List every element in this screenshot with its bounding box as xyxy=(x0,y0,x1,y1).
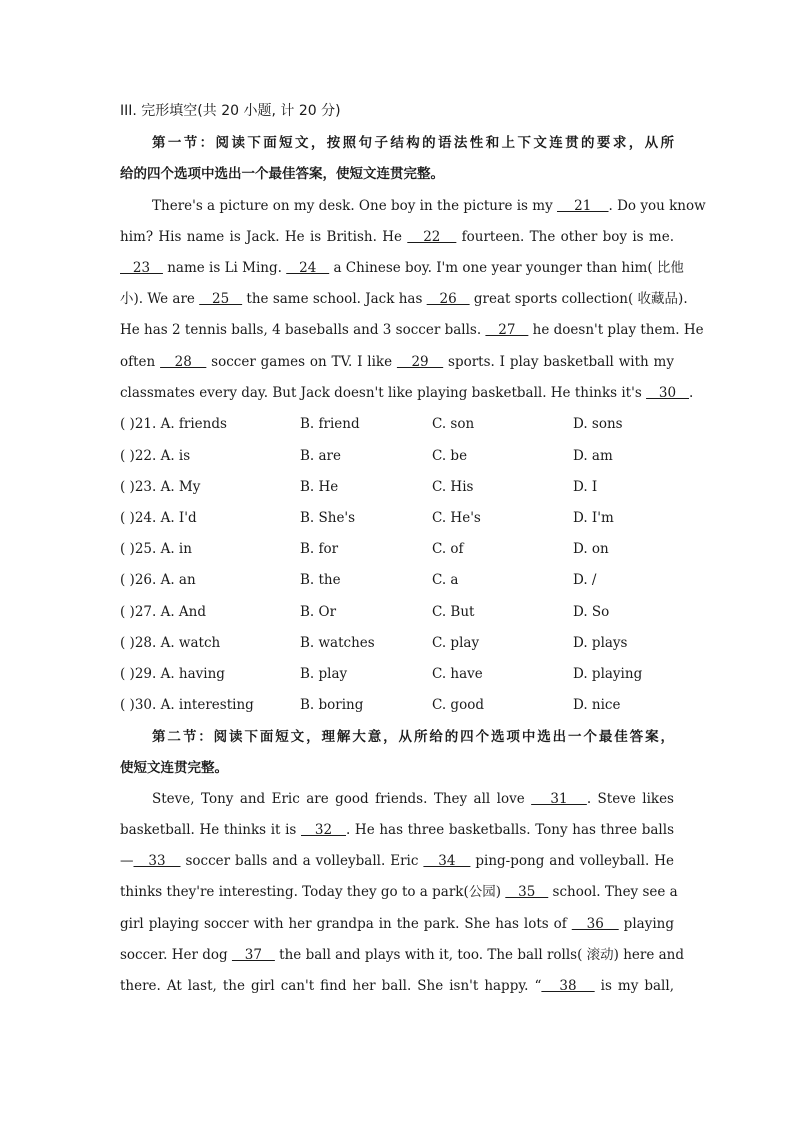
question-row-23[interactable] xyxy=(120,477,680,497)
option-d[interactable]: D. playing xyxy=(573,666,643,682)
passage2-line6 xyxy=(120,945,685,965)
option-c[interactable]: C. His xyxy=(432,479,474,495)
option-a[interactable]: ( )25. A. in xyxy=(120,541,192,557)
option-d[interactable]: D. nice xyxy=(573,697,621,713)
blank-36[interactable]: 36 xyxy=(571,916,619,932)
part1-instruction-line2: 给的四个选项中选出一个最佳答案，使短文连贯完整。 xyxy=(120,166,444,182)
question-row-26[interactable] xyxy=(120,570,680,590)
text: . Steve likes xyxy=(586,791,674,807)
text: ping-pong and volleyball. He xyxy=(470,853,675,869)
blank-31[interactable]: 31 xyxy=(531,791,587,807)
blank-33[interactable]: 33 xyxy=(133,853,181,869)
question-row-21[interactable] xyxy=(120,414,680,434)
option-d[interactable]: D. am xyxy=(573,448,613,464)
text: often xyxy=(120,354,161,370)
text: Steve, Tony and Eric are good friends. They all love xyxy=(152,791,532,807)
option-b[interactable]: B. He xyxy=(300,479,339,495)
option-d[interactable]: D. on xyxy=(573,541,609,557)
option-c[interactable]: C. play xyxy=(432,635,480,651)
text: He has 2 tennis balls, 4 baseballs and 3 soccer balls. xyxy=(120,322,486,338)
blank-32[interactable]: 32 xyxy=(301,822,346,838)
passage1-line1 xyxy=(152,196,706,216)
passage1-line4 xyxy=(120,289,688,309)
text: There's a picture on my desk. One boy in the picture is my xyxy=(152,198,557,214)
text: fourteen. The other boy is me. xyxy=(456,229,674,245)
option-b[interactable]: B. She's xyxy=(300,510,356,526)
part2-instruction-line2: 使短文连贯完整。 xyxy=(120,760,228,776)
option-b[interactable]: B. for xyxy=(300,541,339,557)
text: sports. I play basketball with my xyxy=(443,354,674,370)
text: . Do you know xyxy=(608,198,706,214)
option-a[interactable]: ( )28. A. watch xyxy=(120,635,221,651)
text: . He has three basketballs. Tony has three balls xyxy=(346,822,674,838)
option-a[interactable]: ( )29. A. having xyxy=(120,666,225,682)
option-c[interactable]: C. be xyxy=(432,448,468,464)
blank-24[interactable]: 24 xyxy=(286,260,330,276)
option-b[interactable]: B. friend xyxy=(300,416,360,432)
blank-29[interactable]: 29 xyxy=(396,354,444,370)
passage1-line2 xyxy=(120,227,674,247)
option-a[interactable]: ( )23. A. My xyxy=(120,479,201,495)
option-c[interactable]: C. son xyxy=(432,416,475,432)
text: basketball. He thinks it is xyxy=(120,822,301,838)
text: the ball and plays with it, too. The ball rolls( xyxy=(274,947,587,963)
blank-37[interactable]: 37 xyxy=(231,947,275,963)
question-row-30[interactable] xyxy=(120,695,680,715)
chinese-gloss: 收藏品 xyxy=(637,291,679,307)
option-c[interactable]: C. good xyxy=(432,697,484,713)
text: ). We are xyxy=(133,291,200,307)
blank-38[interactable]: 38 xyxy=(541,978,595,994)
text: school. They see a xyxy=(548,884,678,900)
passage1-line3 xyxy=(120,258,684,278)
question-row-28[interactable] xyxy=(120,633,680,653)
passage1-line5 xyxy=(120,320,704,340)
text: — xyxy=(120,853,134,869)
blank-34[interactable]: 34 xyxy=(423,853,471,869)
blank-26[interactable]: 26 xyxy=(426,291,470,307)
text: soccer. Her dog xyxy=(120,947,232,963)
option-d[interactable]: D. I xyxy=(573,479,598,495)
option-b[interactable]: B. play xyxy=(300,666,348,682)
option-c[interactable]: C. But xyxy=(432,604,475,620)
option-a[interactable]: ( )26. A. an xyxy=(120,572,196,588)
option-a[interactable]: ( )30. A. interesting xyxy=(120,697,254,713)
option-a[interactable]: ( )27. A. And xyxy=(120,604,207,620)
option-c[interactable]: C. of xyxy=(432,541,464,557)
chinese-gloss: 公园 xyxy=(468,884,496,900)
option-c[interactable]: C. He's xyxy=(432,510,481,526)
text: soccer games on TV. I like xyxy=(206,354,397,370)
passage1-line7 xyxy=(120,383,694,403)
chinese-gloss: 比他 xyxy=(656,260,684,276)
passage2-line4 xyxy=(120,882,678,902)
blank-28[interactable]: 28 xyxy=(160,354,207,370)
text: name is Li Ming. xyxy=(162,260,287,276)
option-b[interactable]: B. boring xyxy=(300,697,364,713)
text: classmates every day. But Jack doesn't like playing basketball. He thinks it's xyxy=(120,385,647,401)
passage2-line1 xyxy=(152,789,674,809)
text: there. At last, the girl can't find her ball. She isn't happy. “ xyxy=(120,978,542,994)
text: thinks they're interesting. Today they go to a park( xyxy=(120,884,469,900)
section-title: III. 完形填空(共 20 小题, 计 20 分) xyxy=(120,103,341,119)
passage2-line7 xyxy=(120,976,674,996)
option-a[interactable]: ( )24. A. I'd xyxy=(120,510,197,526)
question-row-22[interactable] xyxy=(120,446,680,466)
option-d[interactable]: D. So xyxy=(573,604,610,620)
text: a Chinese boy. I'm one year younger than him( xyxy=(329,260,657,276)
text: ) xyxy=(495,884,506,900)
text: great sports collection( xyxy=(469,291,638,307)
text: soccer balls and a volleyball. Eric xyxy=(180,853,424,869)
chinese-gloss: 滚动 xyxy=(586,947,614,963)
option-b[interactable]: B. are xyxy=(300,448,341,464)
passage2-line2 xyxy=(120,820,674,840)
option-d[interactable]: D. / xyxy=(573,572,597,588)
text: girl playing soccer with her grandpa in the park. She has lots of xyxy=(120,916,572,932)
blank-21[interactable]: 21 xyxy=(557,198,609,214)
question-row-29[interactable] xyxy=(120,664,680,684)
text: the same school. Jack has xyxy=(242,291,427,307)
question-row-25[interactable] xyxy=(120,539,680,559)
blank-25[interactable]: 25 xyxy=(199,291,243,307)
text: is my ball, xyxy=(594,978,674,994)
text: ) here and xyxy=(613,947,685,963)
passage2-line3 xyxy=(120,851,674,871)
option-a[interactable]: ( )22. A. is xyxy=(120,448,191,464)
blank-22[interactable]: 22 xyxy=(407,229,457,245)
text: . xyxy=(688,385,694,401)
blank-30[interactable]: 30 xyxy=(646,385,689,401)
blank-27[interactable]: 27 xyxy=(485,322,529,338)
part2-instruction-line1: 第二节：阅读下面短文，理解大意，从所给的四个选项中选出一个最佳答案， xyxy=(152,729,674,745)
option-d[interactable]: D. sons xyxy=(573,416,623,432)
option-d[interactable]: D. plays xyxy=(573,635,628,651)
question-row-27[interactable] xyxy=(120,602,680,622)
passage2-line5 xyxy=(120,914,674,934)
part1-instruction-line1: 第一节：阅读下面短文，按照句子结构的语法性和上下文连贯的要求，从所 xyxy=(152,135,674,151)
chinese-gloss: 小 xyxy=(120,291,134,307)
question-row-24[interactable] xyxy=(120,508,680,528)
text: ). xyxy=(678,291,688,307)
option-b[interactable]: B. the xyxy=(300,572,341,588)
text: playing xyxy=(618,916,674,932)
option-b[interactable]: B. Or xyxy=(300,604,337,620)
option-c[interactable]: C. a xyxy=(432,572,459,588)
option-a[interactable]: ( )21. A. friends xyxy=(120,416,227,432)
blank-23[interactable]: 23 xyxy=(120,260,163,276)
option-d[interactable]: D. I'm xyxy=(573,510,614,526)
text: him? His name is Jack. He is British. He xyxy=(120,229,408,245)
text: he doesn't play them. He xyxy=(528,322,704,338)
option-b[interactable]: B. watches xyxy=(300,635,375,651)
passage1-line6 xyxy=(120,352,674,372)
blank-35[interactable]: 35 xyxy=(505,884,549,900)
option-c[interactable]: C. have xyxy=(432,666,483,682)
